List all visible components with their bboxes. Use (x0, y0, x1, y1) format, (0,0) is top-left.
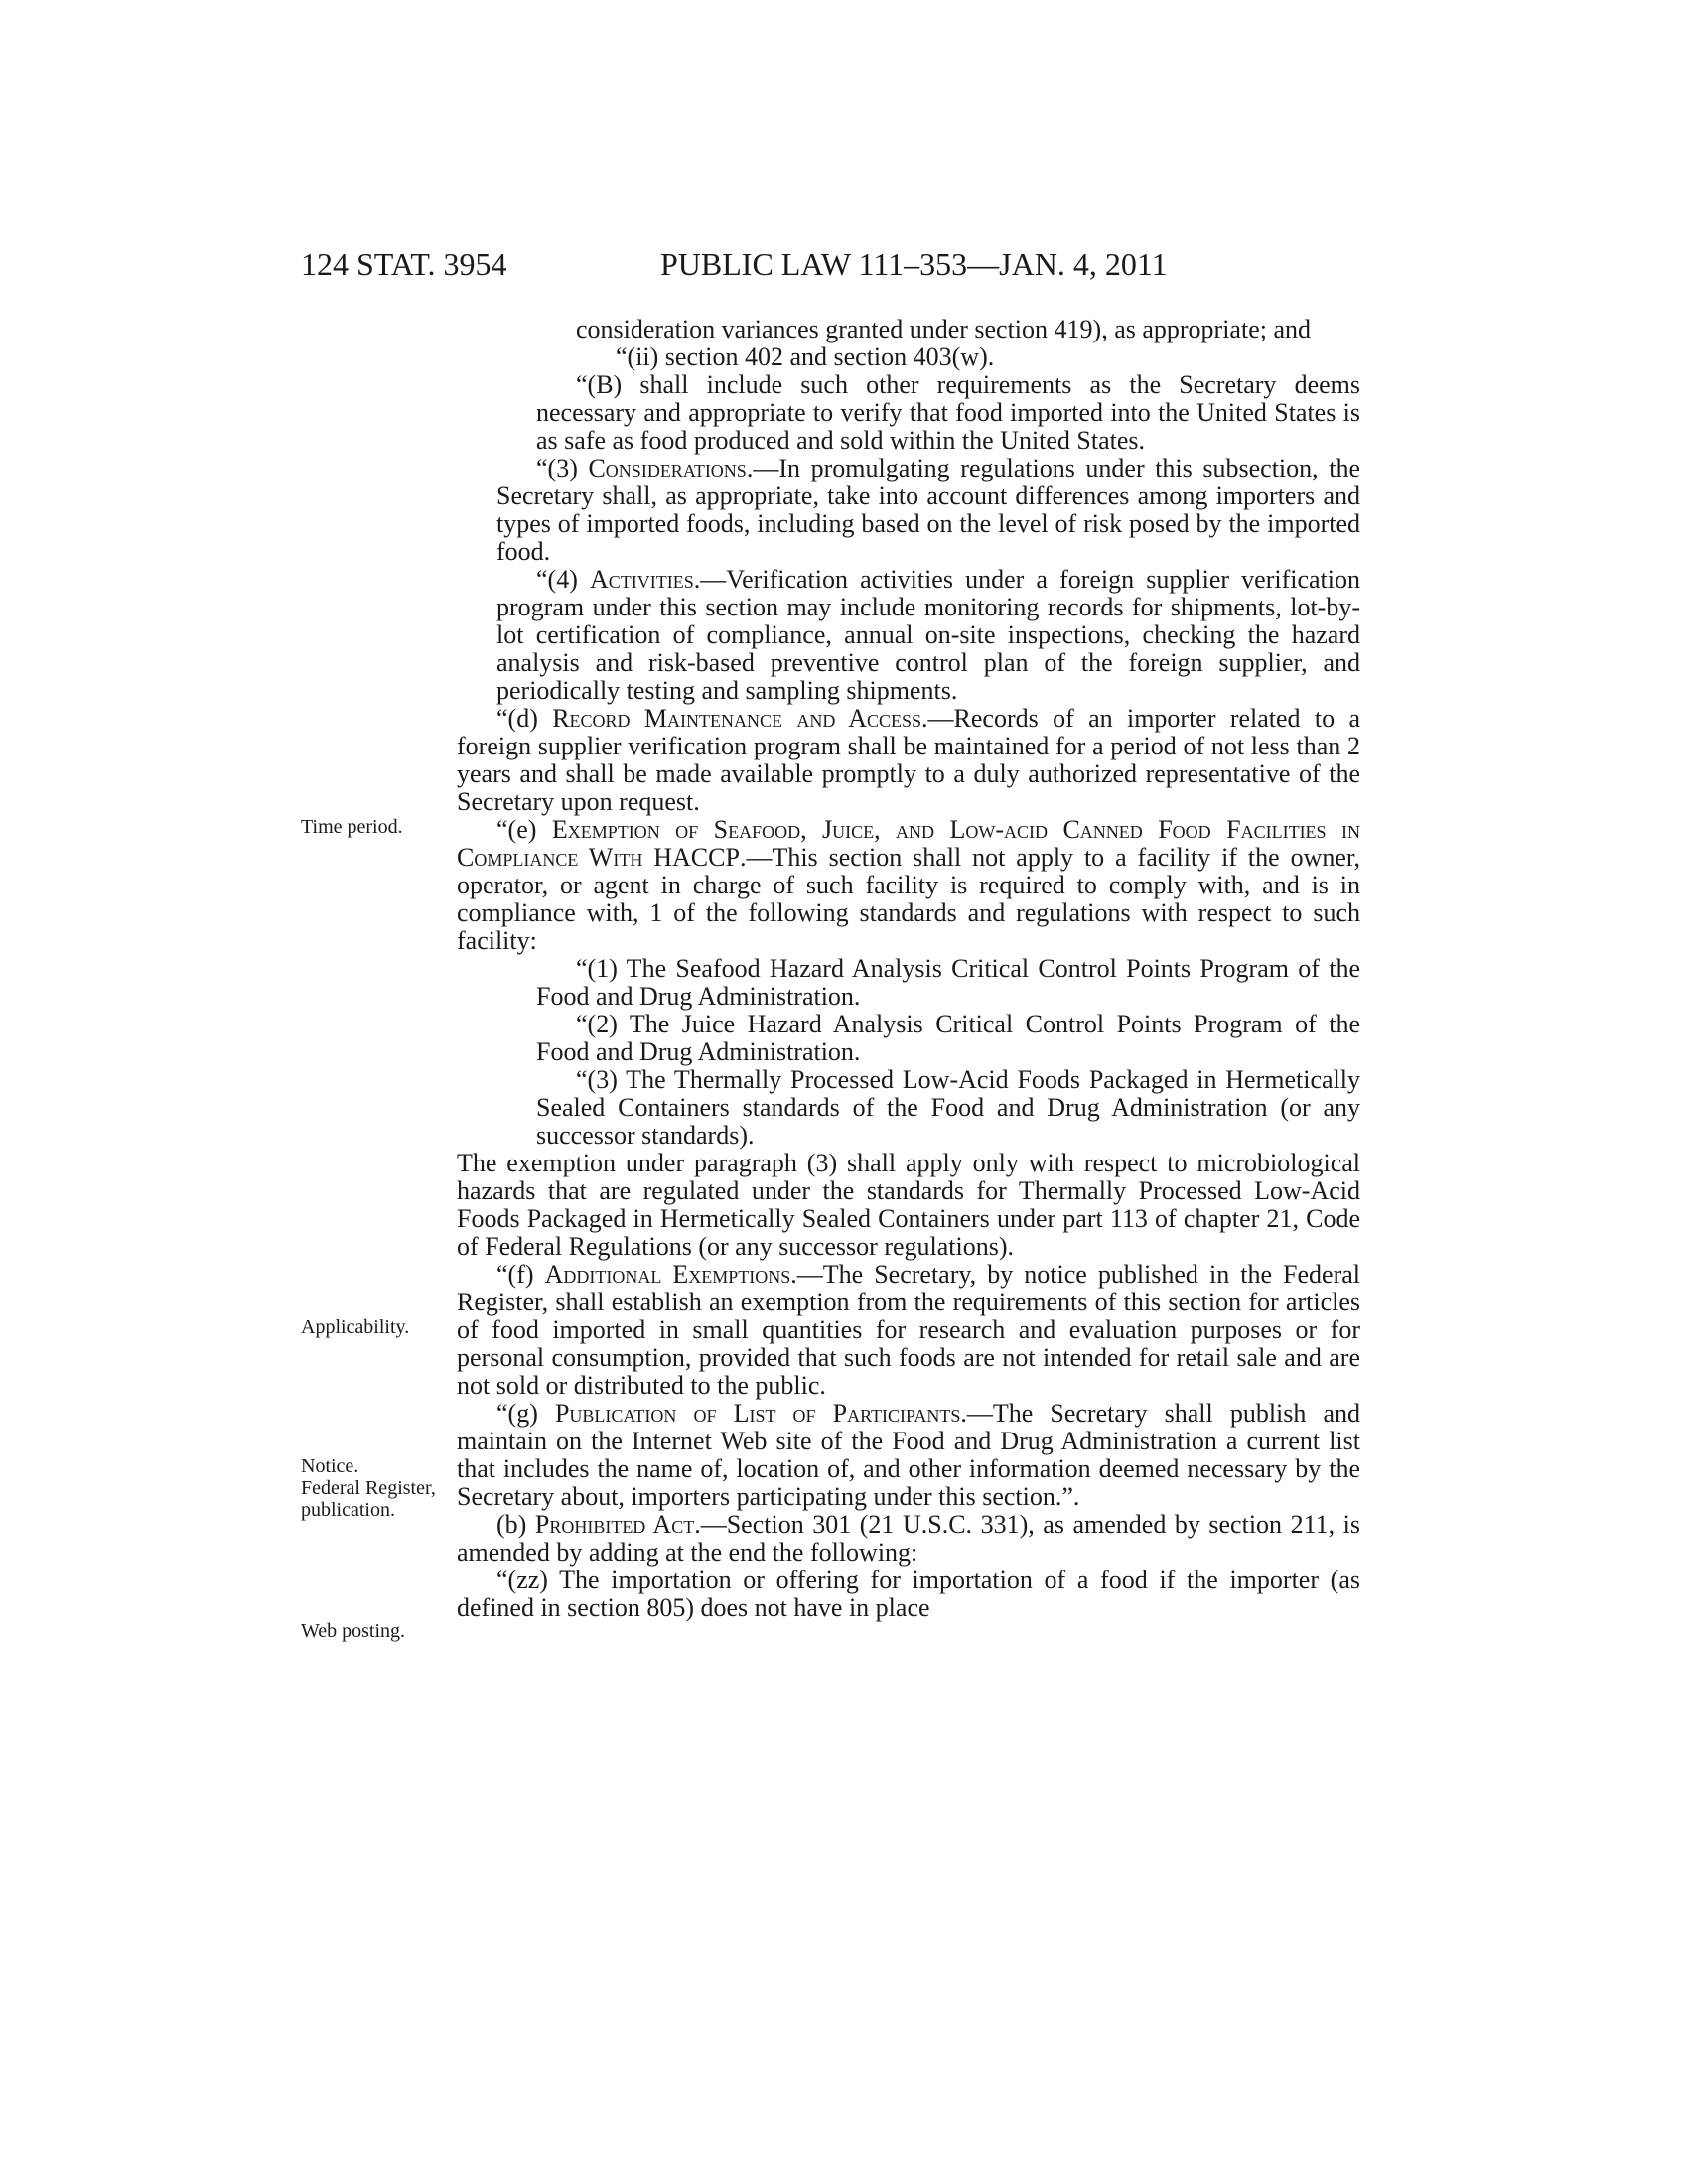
subsection-f-additional-exemptions: “(f) Additional Exemptions.—The Secretary, by notice published in the Federal Register, shall establish an exemption from the requirements of this section for articles of food imported in small quantities for research and evaluation purposes or for personal consumption, provided that such foods are not intended for retail sale and are not sold or distributed to the public. (457, 1260, 1361, 1400)
subparagraph-b: “(B) shall include such other requirements as the Secretary deems necessary and appropriate to verify that food imported into the United States is as safe as food produced and sold within the United States. (536, 370, 1360, 455)
public-law-header: PUBLIC LAW 111–353—JAN. 4, 2011 (660, 246, 1168, 282)
paragraph-variances-continuation: consideration variances granted under section 419), as appropriate; and (576, 315, 1311, 343)
margin-note-applicability: Applicability. (301, 1316, 410, 1338)
subsection-b-prohibited-act: (b) Prohibited Act.—Section 301 (21 U.S.C. 331), as amended by section 211, is amended by adding at the end the following: (457, 1510, 1360, 1567)
statute-body (457, 315, 1361, 1622)
heading-additional-exemptions: Additional Exemptions (544, 1260, 791, 1289)
margin-note-web-posting: Web posting. (301, 1620, 406, 1642)
subsection-d-record-maintenance: “(d) Record Maintenance and Access.—Records of an importer related to a foreign supplier verification program shall be maintained for a period of not less than 2 years and shall be made available promptly to a duly authorized representative of the Secretary upon request. (457, 704, 1361, 816)
margin-note-time-period: Time period. (301, 816, 403, 838)
paragraph-4-activities: “(4) Activities.—Verification activities under a foreign supplier verification program under this section may include monitoring records for shipments, lot-by-lot certification of compliance, annual on-site inspections, checking the hazard analysis and risk-based preventive control plan of the foreign supplier, and periodically testing and sampling shipments. (496, 565, 1360, 705)
heading-considerations: Considerations (588, 454, 747, 482)
exemption-applicability-text: The exemption under paragraph (3) shall apply only with respect to microbiological hazards that are regulated under the standards for Thermally Processed Low-Acid Foods Packaged in Hermetically Sealed Containers under part 113 of chapter 21, Code of Federal Regulations (or any successor regulations). (457, 1149, 1360, 1261)
clause-ii: “(ii) section 402 and section 403(w). (616, 342, 995, 371)
heading-record-maintenance: Record Maintenance and Access (552, 704, 922, 733)
heading-activities: Activities (589, 565, 694, 594)
page-stat-number: 124 STAT. 3954 (301, 246, 507, 282)
exemption-item-1: “(1) The Seafood Hazard Analysis Critical Control Points Program of the Food and Drug Administration. (536, 954, 1360, 1011)
heading-publication-list: Publication of List of Participants (554, 1399, 961, 1428)
subsection-g-publication: “(g) Publication of List of Participants.—The Secretary shall publish and maintain on the Internet Web site of the Food and Drug Administration a current list that includes the name of, location of, and other information deemed necessary by the Secretary about, importers participating under this section.”. (457, 1399, 1361, 1511)
subsection-e-exemption: “(e) Exemption of Seafood, Juice, and Low-acid Canned Food Facilities in Compliance With HACCP.—This section shall not apply to a facility if the owner, operator, or agent in charge of such facility is required to comply with, and is in compliance with, 1 of the following standards and regulations with respect to such facility: (457, 815, 1361, 955)
margin-note-publication: publication. (301, 1499, 395, 1521)
paragraph-zz: “(zz) The importation or offering for importation of a food if the importer (as defined in section 805) does not have in place (457, 1566, 1360, 1622)
margin-note-federal-register: Federal Register, (301, 1477, 436, 1499)
margin-note-notice-label: Notice. (301, 1455, 359, 1477)
exemption-item-2: “(2) The Juice Hazard Analysis Critical Control Points Program of the Food and Drug Administration. (536, 1010, 1360, 1066)
heading-prohibited-act: Prohibited Act (534, 1510, 695, 1539)
exemption-item-3: “(3) The Thermally Processed Low-Acid Foods Packaged in Hermetically Sealed Containers standards of the Food and Drug Administration (or any successor standards). (536, 1065, 1360, 1150)
paragraph-3-considerations: “(3) Considerations.—In promulgating regulations under this subsection, the Secretary shall, as appropriate, take into account differences among importers and types of imported foods, including based on the level of risk posed by the imported food. (496, 454, 1361, 566)
heading-exemption-haccp: Exemption of Seafood, Juice, and Low-acid Canned Food Facilities in Compliance With HACCP (457, 815, 1360, 872)
margin-note-notice (301, 1455, 480, 1521)
